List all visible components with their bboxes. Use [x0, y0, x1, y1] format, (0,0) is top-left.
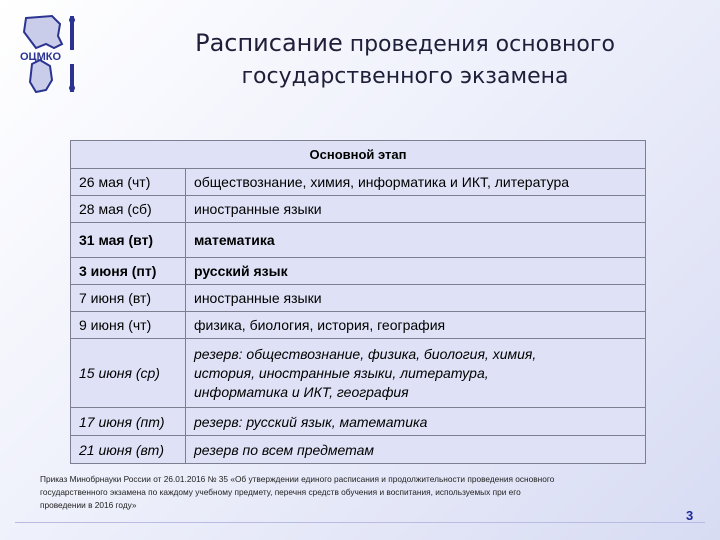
- subjects-cell: иностранные языки: [186, 196, 646, 223]
- table-row: [71, 285, 646, 312]
- logo-text: ОЦМКО: [20, 51, 62, 63]
- ocmko-logo: [18, 14, 88, 96]
- table-row: [71, 196, 646, 223]
- subjects-cell: резерв: русский язык, математика: [186, 408, 646, 436]
- date-cell: 26 мая (чт): [71, 169, 186, 196]
- slide-title: [100, 28, 710, 94]
- subjects-line: информатика и ИКТ, география: [194, 383, 409, 400]
- subjects-cell: физика, биология, история, география: [186, 312, 646, 339]
- table-row: [71, 339, 646, 408]
- date-cell: 31 мая (вт): [71, 223, 186, 258]
- date-cell: 21 июня (вт): [71, 436, 186, 464]
- table-row: [71, 258, 646, 285]
- subjects-cell: обществознание, химия, информатика и ИКТ, литература: [186, 169, 646, 196]
- bottom-divider: [15, 522, 705, 523]
- date-cell: 28 мая (сб): [71, 196, 186, 223]
- subjects-line: резерв: обществознание, физика, биология, химия,: [194, 345, 537, 362]
- table-row: [71, 436, 646, 464]
- table-row: [71, 312, 646, 339]
- date-cell: 9 июня (чт): [71, 312, 186, 339]
- subjects-cell: резерв по всем предметам: [186, 436, 646, 464]
- footnote: [40, 473, 640, 512]
- table-row: [71, 408, 646, 436]
- date-cell: 17 июня (пт): [71, 408, 186, 436]
- title-line2: государственного экзамена: [241, 64, 569, 89]
- schedule-table: [70, 140, 646, 464]
- table-header: Основной этап: [71, 141, 646, 169]
- table-row: [71, 169, 646, 196]
- title-line1-first: Расписание: [195, 29, 343, 57]
- footnote-line: государственного экзамена по каждому учебному предмету, перечня средств обучения и воспитания, используемых при его: [40, 487, 521, 497]
- footnote-line: проведении в 2016 году»: [40, 500, 137, 510]
- date-cell: 15 июня (ср): [71, 339, 186, 408]
- subjects-cell: математика: [186, 223, 646, 258]
- title-line1-rest: проведения основного: [342, 32, 615, 57]
- subjects-cell: [186, 339, 646, 408]
- table-row: [71, 223, 646, 258]
- date-cell: 7 июня (вт): [71, 285, 186, 312]
- date-cell: 3 июня (пт): [71, 258, 186, 285]
- page-number: 3: [686, 508, 694, 523]
- footnote-line: Приказ Минобрнауки России от 26.01.2016 № 35 «Об утверждении единого расписания и продолжительности проведения основного: [40, 474, 555, 484]
- subjects-cell: русский язык: [186, 258, 646, 285]
- subjects-cell: иностранные языки: [186, 285, 646, 312]
- subjects-line: история, иностранные языки, литература,: [194, 364, 489, 381]
